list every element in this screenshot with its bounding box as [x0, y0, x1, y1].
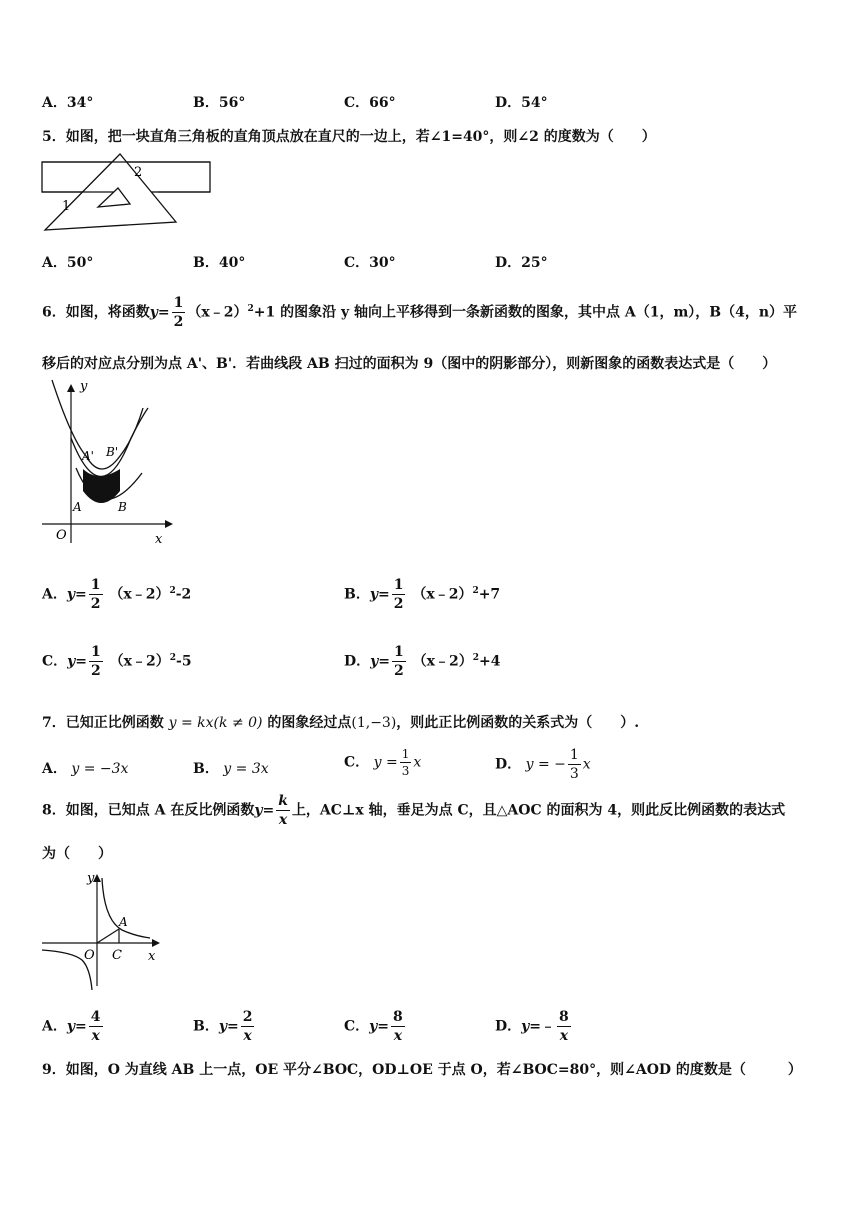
q6-figure-parabolas [40, 378, 180, 548]
q6-option-a: A．y= $\frac{1}{2}$ （x﹣2）$^2$-2 [42, 577, 192, 612]
q7-option-a: A． y = −3x [42, 761, 129, 777]
point-a-label: A [73, 500, 82, 514]
q9-stem: 9．如图，O 为直线 AB 上一点，OE 平分∠BOC，OD⊥OE 于点 O，若∠BOC=80°，则∠AOD 的度数是（ ） [42, 1062, 802, 1078]
q5-option-a: A．50° [42, 255, 94, 271]
q8-stem-line1: 8．如图，已知点 A 在反比例函数y= $\frac{k}{x}$ 上，AC⊥x 轴，垂足为点 C，且△AOC 的面积为 4，则此反比例函数的表达式 [42, 793, 786, 828]
q8-option-d: D．y=﹣ $\frac{8}{x}$ [495, 1009, 569, 1044]
q5-figure-ruler-triangle [40, 152, 215, 234]
q6-option-b: B．y= $\frac{1}{2}$ （x﹣2）$^2$+7 [344, 577, 501, 612]
q5-option-c: C．30° [344, 255, 396, 271]
segment-oa [97, 929, 119, 943]
q6-stem-line2: 移后的对应点分别为点 A'、B'．若曲线段 AB 扫过的面积为 9（图中的阴影部分），则新图象的函数表达式是（ ） [42, 356, 777, 372]
q7-option-d: D． y = − $\frac{1}{3}$ x [495, 747, 591, 782]
point-b-prime-label: B' [106, 445, 119, 459]
x-axis-label: x [148, 949, 156, 964]
origin-label: O [56, 528, 67, 543]
q8-stem-line2: 为（ ） [42, 846, 112, 862]
y-axis-label: y [87, 871, 95, 886]
x-axis-label: x [155, 532, 163, 547]
q8-option-a: A．y= $\frac{4}{x}$ [42, 1009, 101, 1044]
q6-option-c: C．y= $\frac{1}{2}$ （x﹣2）$^2$-5 [42, 644, 192, 679]
point-c-label: C [112, 948, 122, 963]
y-axis-label: y [80, 379, 88, 394]
angle-2-label: 2 [134, 165, 143, 180]
q4-option-a: A．34° [42, 95, 94, 111]
q4-option-d: D．54° [495, 95, 548, 111]
q8-option-b: B．y= $\frac{2}{x}$ [193, 1009, 253, 1044]
q7-option-c: C． y = $\frac{1}{3}$ x [344, 747, 422, 778]
q6-stem-line1: 6．如图，将函数y= $\frac{1}{2}$ （x﹣2）$^2$+1 的图象沿 y 轴向上平移得到一条新函数的图象，其中点 A（1，m），B（4，n）平 [42, 295, 798, 330]
q4-option-b: B．56° [193, 95, 246, 111]
q5-stem: 5．如图，把一块直角三角板的直角顶点放在直尺的一边上，若∠1=40°，则∠2 的度数为（ ） [42, 129, 656, 145]
q5-option-d: D．25° [495, 255, 548, 271]
point-b-label: B [118, 500, 127, 514]
q8-figure-hyperbola [40, 868, 165, 993]
q5-option-b: B．40° [193, 255, 246, 271]
point-a-label: A [119, 915, 128, 929]
upper-parabola [52, 380, 143, 469]
angle-1-label: 1 [62, 199, 71, 214]
q4-option-c: C．66° [344, 95, 396, 111]
hyperbola-branch-1 [102, 878, 150, 938]
q7-stem: 7．已知正比例函数 y = kx(k ≠ 0) 的图象经过点(1,−3)，则此正比例函数的关系式为（ ）. [42, 715, 640, 731]
q6-option-d: D．y= $\frac{1}{2}$ （x﹣2）$^2$+4 [344, 644, 501, 679]
q8-option-c: C．y= $\frac{8}{x}$ [344, 1009, 403, 1044]
q7-option-b: B． y = 3x [193, 761, 269, 777]
origin-label: O [84, 948, 95, 963]
point-a-prime-label: A' [82, 449, 94, 463]
